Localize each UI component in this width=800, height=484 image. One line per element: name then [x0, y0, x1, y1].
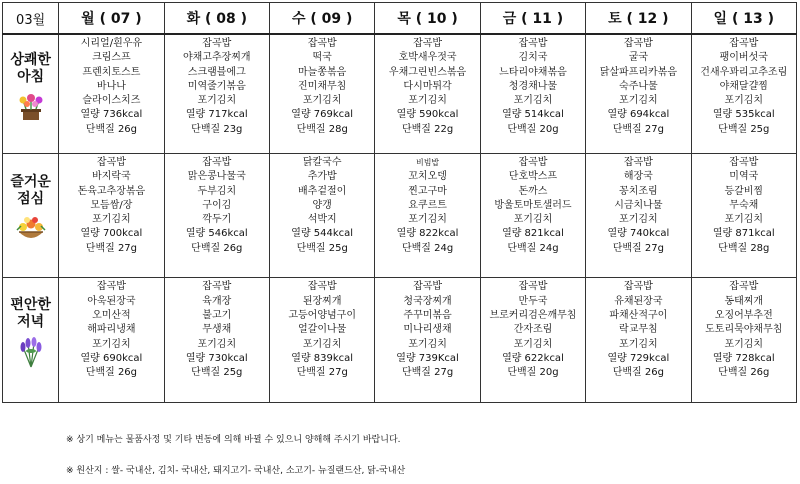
menu-item: 무생채 [202, 324, 232, 336]
menu-item: 추가밥 [307, 171, 337, 183]
breakfast-label-line: 아침 [17, 68, 45, 85]
menu-item: 잡곡밥 [623, 38, 653, 49]
menu-item: 주꾸미볶음 [403, 310, 452, 322]
menu-item: 느타리야채볶음 [499, 66, 567, 78]
menu-item: 잡곡밥 [413, 281, 443, 293]
menu-item: 방울토마토샐러드 [494, 199, 572, 211]
calories-value: 열량 839kcal [291, 352, 354, 364]
protein-value: 단백질 20g [507, 367, 559, 379]
menu-item: 얼갈이나물 [298, 324, 347, 336]
protein-value: 단백질 27g [85, 242, 138, 254]
menu-item: 꽁치조림 [619, 185, 658, 197]
lunch-mon-cell [59, 153, 164, 278]
menu-item: 스크램블에그 [187, 66, 246, 78]
menu-item: 잡곡밥 [623, 156, 653, 168]
menu-item: 잡곡밥 [413, 38, 443, 49]
menu-item: 미역국 [729, 171, 759, 183]
menu-item: 건새우꽈리고추조림 [700, 66, 788, 78]
protein-value: 단백질 22g [401, 123, 454, 135]
breakfast-label-line: 상쾌한 [10, 51, 51, 68]
menu-item: 비빔밥 [415, 157, 440, 167]
menu-item: 돈까스 [518, 185, 548, 197]
menu-item: 포기김치 [724, 338, 764, 350]
menu-item: 간자조림 [513, 324, 553, 336]
menu-item: 포기김치 [724, 214, 764, 226]
menu-item: 잡곡밥 [307, 281, 337, 293]
menu-item: 포기김치 [302, 338, 342, 350]
day-header-sat: 토 ( 12 ) [586, 3, 691, 35]
menu-item: 찐고구마 [408, 185, 447, 197]
lunch-fri-cell [480, 153, 585, 278]
dinner-tue-cell [164, 278, 269, 403]
flower-basket-icon [3, 214, 58, 248]
lunch-label-cell [3, 153, 59, 278]
menu-item: 포기김치 [302, 95, 342, 107]
day-header-thu: 목 ( 10 ) [375, 3, 480, 35]
menu-item: 잡곡밥 [623, 281, 653, 293]
dinner-label-line: 저녁 [17, 314, 45, 331]
menu-item: 바나나 [96, 80, 126, 92]
menu-item: 김치국 [518, 52, 548, 64]
protein-value: 단백질 23g [191, 123, 243, 135]
menu-item: 포기김치 [408, 95, 447, 107]
calories-value: 열량 514kcal [502, 109, 564, 121]
menu-item: 진미채무침 [298, 80, 347, 92]
protein-value: 단백질 25g [191, 367, 243, 379]
menu-item: 포기김치 [513, 338, 553, 350]
menu-item: 꼬치오뎅 [408, 171, 447, 183]
calories-value: 열량 535kcal [712, 109, 775, 121]
calories-value: 열량 740kcal [607, 228, 670, 240]
calories-value: 열량 546kcal [185, 228, 248, 240]
menu-item: 잡곡밥 [202, 38, 232, 49]
menu-item: 슬라이스치즈 [82, 95, 141, 107]
menu-item: 포기김치 [724, 95, 764, 107]
menu-item: 잡곡밥 [307, 38, 337, 49]
menu-item: 시리얼/흰우유 [80, 38, 143, 49]
menu-item: 단호박스프 [508, 171, 558, 183]
lunch-tue-cell [164, 153, 269, 278]
dinner-fri-cell [480, 278, 585, 403]
lunch-label-line: 점심 [17, 190, 45, 207]
menu-item: 포기김치 [408, 338, 447, 350]
menu-change-note: ※ 상기 메뉴는 물품사정 및 기타 변동에 의해 바뀔 수 있으니 양해해 주시기 바랍니다. [66, 435, 401, 445]
calories-value: 열량 736kcal [80, 109, 143, 121]
menu-item: 포기김치 [619, 214, 658, 226]
protein-value: 단백질 28g [296, 123, 348, 135]
protein-value: 단백질 28g [718, 242, 770, 254]
menu-item: 잡곡밥 [202, 156, 232, 168]
protein-value: 단백질 26g [191, 242, 243, 254]
month-header: 03월 [3, 3, 59, 35]
dinner-wed-cell [269, 278, 374, 403]
breakfast-mon-cell [59, 34, 164, 153]
menu-item: 포기김치 [513, 95, 553, 107]
lunch-sun-cell [691, 153, 796, 278]
menu-item: 팽이버섯국 [719, 52, 768, 64]
dinner-label-cell [3, 278, 59, 403]
menu-item: 석박지 [307, 214, 337, 226]
protein-value: 단백질 24g [507, 242, 559, 254]
dinner-thu-cell [375, 278, 480, 403]
protein-value: 단백질 25g [296, 242, 348, 254]
day-header-sun: 일 ( 13 ) [691, 3, 796, 35]
menu-item: 우채그린빈스볶음 [388, 66, 467, 78]
menu-item: 포기김치 [513, 214, 553, 226]
protein-value: 단백질 27g [612, 123, 664, 135]
menu-item: 떡국 [312, 52, 332, 64]
menu-item: 육개장 [202, 295, 232, 307]
breakfast-wed-cell [269, 34, 374, 153]
menu-item: 잡곡밥 [518, 281, 548, 293]
lunch-row [3, 153, 797, 278]
menu-item: 요쿠르트 [408, 199, 447, 211]
protein-value: 단백질 26g [85, 123, 138, 135]
menu-item: 포기김치 [92, 214, 131, 226]
menu-item: 브로커리검은깨무침 [489, 310, 577, 322]
breakfast-thu-cell [375, 34, 480, 153]
menu-item: 다시마튀각 [403, 80, 452, 92]
menu-item: 맑은콩나물국 [187, 171, 246, 183]
protein-value: 단백질 26g [612, 367, 664, 379]
origin-note: ※ 원산지 : 쌀- 국내산, 김치- 국내산, 돼지고기- 국내산, 소고기- 뉴질랜드산, 닭-국내산 [66, 466, 406, 476]
breakfast-row [3, 34, 797, 153]
protein-value: 단백질 20g [507, 123, 559, 135]
menu-item: 만두국 [518, 295, 548, 307]
menu-item: 잡곡밥 [96, 156, 126, 168]
menu-item: 불고기 [202, 310, 232, 322]
menu-item: 파채산적구이 [609, 310, 668, 322]
flower-pot-icon [3, 92, 58, 126]
menu-item: 해장국 [623, 171, 653, 183]
menu-item: 두부김치 [197, 185, 237, 197]
menu-item: 동태찌개 [724, 295, 764, 307]
menu-item: 시금치나물 [614, 199, 663, 211]
lunch-thu-cell [375, 153, 480, 278]
menu-item: 해파리냉채 [87, 324, 136, 336]
dinner-mon-cell [59, 278, 164, 403]
breakfast-label-cell [3, 34, 59, 153]
day-header-wed: 수 ( 09 ) [269, 3, 374, 35]
breakfast-sat-cell [586, 34, 691, 153]
calories-value: 열량 871kcal [712, 228, 775, 240]
day-header-fri: 금 ( 11 ) [480, 3, 585, 35]
calories-value: 열량 822kcal [396, 228, 459, 240]
protein-value: 단백질 27g [401, 367, 454, 379]
menu-item: 등갈비찜 [724, 185, 764, 197]
protein-value: 단백질 27g [612, 242, 664, 254]
menu-item: 포기김치 [619, 95, 658, 107]
menu-item: 포기김치 [197, 338, 237, 350]
menu-item: 잡곡밥 [729, 38, 759, 49]
menu-item: 굴국 [628, 52, 649, 64]
menu-item: 락교무침 [619, 324, 658, 336]
calories-value: 열량 729kcal [607, 352, 670, 364]
menu-item: 모듬쌈/장 [90, 199, 133, 211]
protein-value: 단백질 25g [718, 123, 770, 135]
protein-value: 단백질 26g [718, 367, 770, 379]
menu-item: 잡곡밥 [729, 156, 759, 168]
lavender-icon [3, 337, 58, 373]
calories-value: 열량 544kcal [291, 228, 354, 240]
day-header-tue: 화 ( 08 ) [164, 3, 269, 35]
calories-value: 열량 590kcal [396, 109, 459, 121]
calories-value: 열량 622kcal [502, 352, 564, 364]
menu-item: 마늘쫑볶음 [298, 66, 347, 78]
menu-item: 돈육고추장볶음 [77, 185, 146, 197]
dinner-sun-cell [691, 278, 796, 403]
calories-value: 열량 717kcal [185, 109, 248, 121]
header-row [3, 3, 797, 35]
breakfast-tue-cell [164, 34, 269, 153]
day-header-mon: 월 ( 07 ) [59, 3, 164, 35]
calories-value: 열량 694kcal [607, 109, 670, 121]
menu-item: 야채달걀찜 [719, 80, 768, 92]
lunch-sat-cell [586, 153, 691, 278]
menu-item: 도토리묵야채무침 [705, 324, 783, 336]
menu-item: 야채고추장찌개 [182, 52, 251, 64]
calories-value: 열량 728kcal [712, 352, 775, 364]
calories-value: 열량 700kcal [80, 228, 143, 240]
menu-item: 고등어양념구이 [288, 310, 356, 322]
lunch-label-line: 즐거운 [10, 173, 51, 190]
menu-item: 바지락국 [92, 171, 131, 183]
menu-item: 된장찌개 [302, 295, 342, 307]
menu-item: 포기김치 [92, 338, 131, 350]
menu-item: 닭칼국수 [302, 156, 342, 168]
calories-value: 열량 821kcal [502, 228, 564, 240]
calories-value: 열량 739Kcal [396, 352, 459, 364]
menu-item: 무숙채 [729, 199, 759, 211]
menu-item: 잡곡밥 [96, 281, 126, 293]
calories-value: 열량 769kcal [291, 109, 354, 121]
lunch-wed-cell [269, 153, 374, 278]
menu-item: 포기김치 [408, 214, 447, 226]
dinner-sat-cell [586, 278, 691, 403]
menu-item: 포기김치 [197, 95, 237, 107]
dinner-label-line: 편안한 [10, 297, 51, 314]
dinner-row [3, 278, 797, 403]
protein-value: 단백질 24g [401, 242, 454, 254]
menu-item: 아욱된장국 [87, 295, 136, 307]
menu-item: 숙주나물 [619, 80, 658, 92]
protein-value: 단백질 26g [85, 367, 138, 379]
menu-item: 미나리생채 [403, 324, 452, 336]
protein-value: 단백질 27g [296, 367, 348, 379]
menu-item: 포기김치 [619, 338, 658, 350]
menu-item: 청경채나물 [508, 80, 558, 92]
menu-item: 깍두기 [202, 214, 232, 226]
menu-item: 잡곡밥 [518, 38, 548, 49]
breakfast-sun-cell [691, 34, 796, 153]
menu-item: 크림스프 [92, 52, 131, 64]
menu-item: 잡곡밥 [518, 156, 548, 168]
menu-item: 닭살파프리카볶음 [599, 66, 677, 78]
menu-item: 잡곡밥 [202, 281, 232, 293]
menu-item: 청국장찌개 [403, 295, 452, 307]
menu-item: 양갱 [312, 199, 332, 211]
menu-item: 오미산적 [92, 310, 131, 322]
menu-item: 프렌치토스트 [82, 66, 141, 78]
menu-item: 미역줄기볶음 [187, 80, 246, 92]
breakfast-fri-cell [480, 34, 585, 153]
weekly-menu-table [2, 2, 797, 403]
menu-item: 호박새우젓국 [398, 52, 457, 64]
menu-item: 오징어부추전 [714, 310, 773, 322]
menu-item: 배추겉절이 [298, 185, 347, 197]
calories-value: 열량 730kcal [185, 352, 248, 364]
calories-value: 열량 690kcal [80, 352, 143, 364]
menu-item: 유채된장국 [614, 295, 663, 307]
menu-item: 잡곡밥 [729, 281, 759, 293]
menu-item: 구이김 [202, 199, 232, 211]
